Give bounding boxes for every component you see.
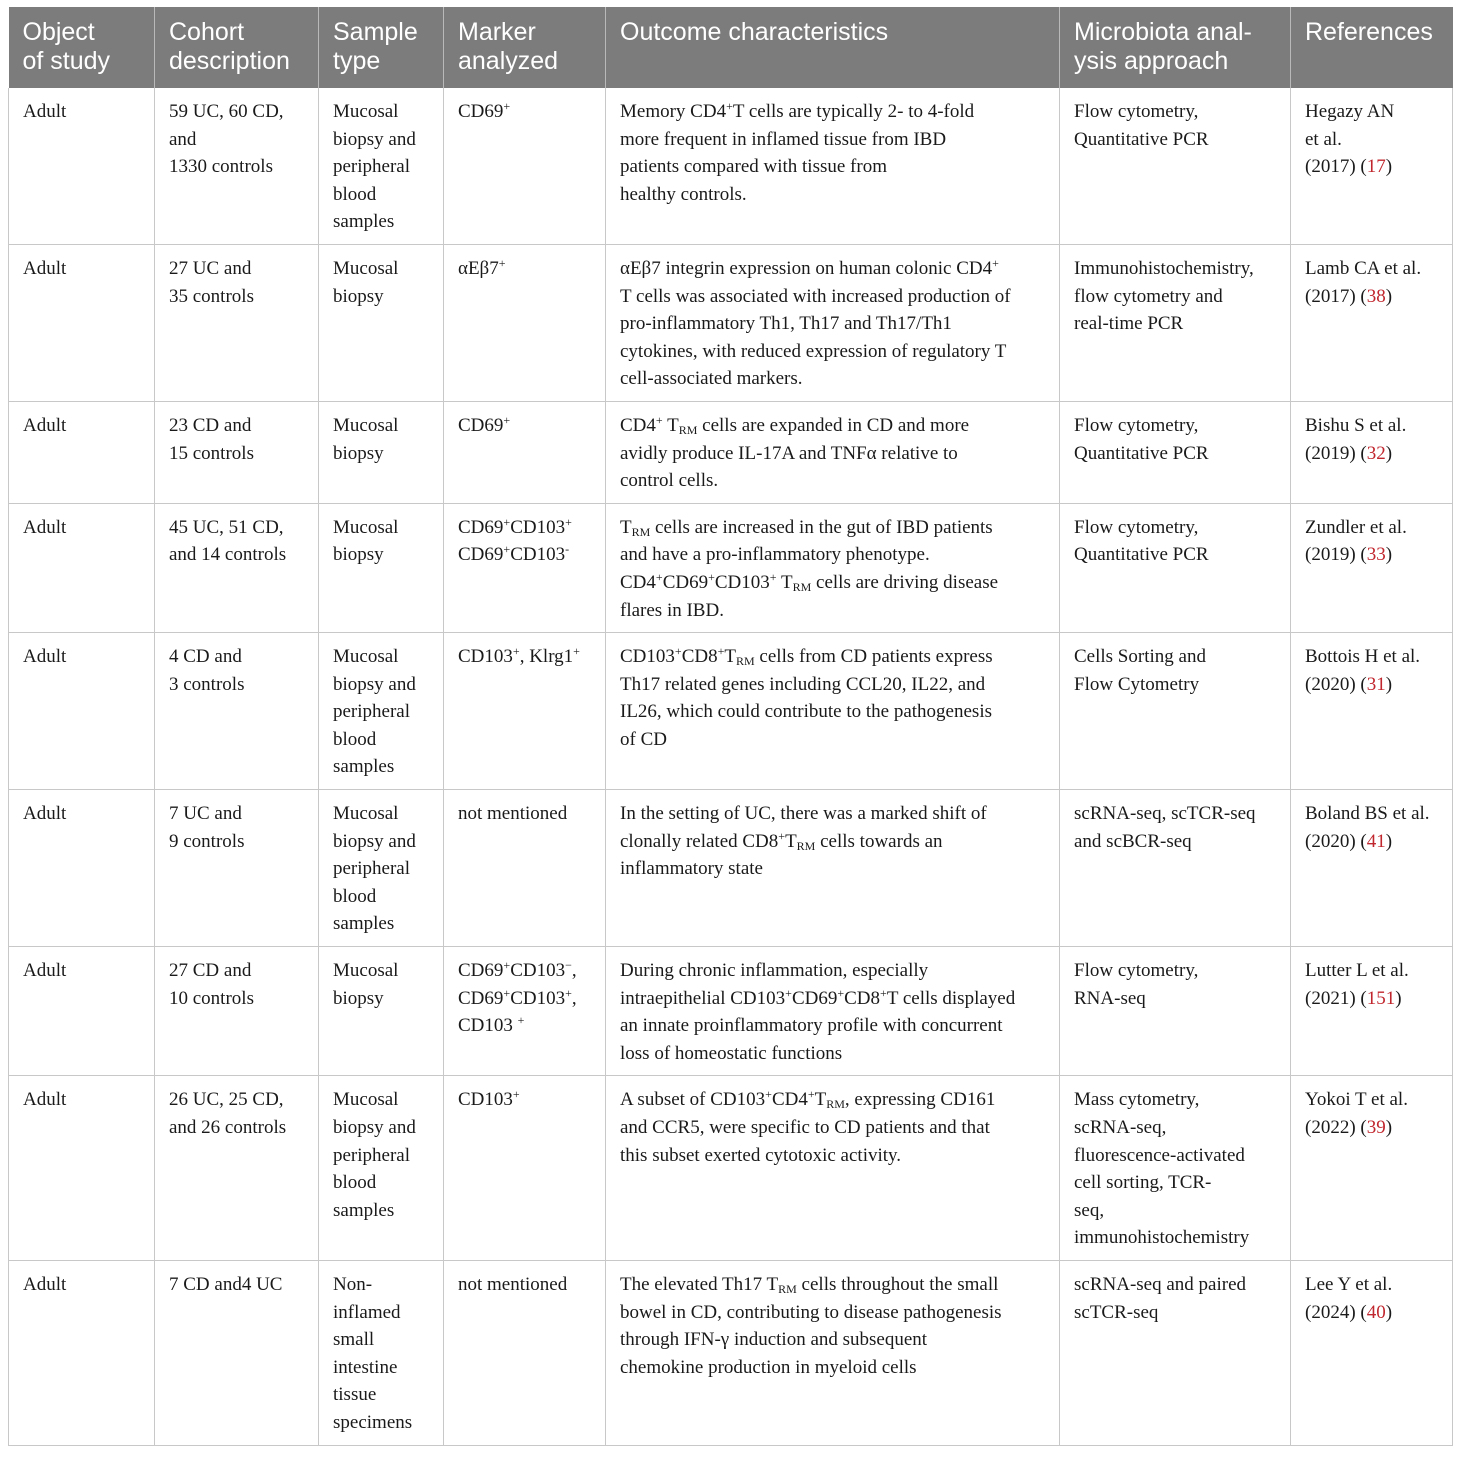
reference-close-paren: ) (1385, 1117, 1393, 1138)
sample-type-cell: Mucosal biopsy (319, 947, 444, 1076)
reference-cell (1291, 503, 1453, 632)
reference-link[interactable]: 17 (1366, 156, 1386, 178)
reference-text: Lamb CA et al. (2017) ( (1305, 257, 1422, 307)
sample-type-cell: Mucosal biopsy (319, 401, 444, 503)
sample-type-cell: Mucosal biopsy and peripheral blood samples (319, 1076, 444, 1261)
marker-cell: CD69+ (444, 401, 606, 503)
table-row (9, 947, 1453, 1076)
reference-link[interactable]: 151 (1366, 987, 1396, 1009)
outcome-cell: A subset of $CD103^+CD4^+T_{RM}$, expressing CD161 and CCR5, were specific to CD patients and that this subset exerted cytotoxic activity. (606, 1076, 1060, 1261)
reference-link[interactable]: 32 (1366, 442, 1386, 464)
reference-text: Bottois H et al. (2020) ( (1305, 646, 1421, 695)
cohort-cell: 4 CD and 3 controls (155, 633, 319, 790)
header-microbiota-analysis-approach: Microbiota anal- ysis approach (1060, 7, 1291, 88)
outcome-cell: The elevated Th17 $T_{RM}$ cells throughout the small bowel in CD, contributing to disease pathogenesis through IFN-γ induction and subsequent chemokine production in myeloid cells (606, 1260, 1060, 1445)
cohort-cell: 26 UC, 25 CD, and 26 controls (155, 1076, 319, 1261)
approach-cell: Cells Sorting and Flow Cytometry (1060, 633, 1291, 790)
reference-cell (1291, 401, 1453, 503)
reference-close-paren: ) (1385, 156, 1393, 178)
marker-cell: not mentioned (444, 1260, 606, 1445)
approach-cell: Flow cytometry, Quantitative PCR (1060, 503, 1291, 632)
marker-cell: CD103+ (444, 1076, 606, 1261)
outcome-cell: During chronic inflammation, especially intraepithelial CD103+CD69+CD8+T cells displayed an innate proinflammatory profile with concurrent loss of homeostatic functions (606, 947, 1060, 1076)
reference-link[interactable]: 33 (1366, 544, 1386, 566)
marker-cell: CD103+, Klrg1+ (444, 633, 606, 790)
reference-close-paren: ) (1385, 830, 1393, 852)
sample-type-cell: Mucosal biopsy and peripheral blood samples (319, 790, 444, 947)
header-cohort-description: Cohort description (155, 7, 319, 88)
table-row (9, 503, 1453, 632)
reference-text: Bishu S et al. (2019) ( (1305, 414, 1407, 464)
reference-text: Hegazy AN et al. (2017) ( (1305, 101, 1395, 178)
reference-text: Lee Y et al. (2024) ( (1305, 1273, 1393, 1323)
marker-cell: not mentioned (444, 790, 606, 947)
reference-link[interactable]: 39 (1366, 1117, 1386, 1138)
outcome-cell: Memory CD4+T cells are typically 2- to 4-fold more frequent in inflamed tissue from IBD patients compared with tissue from healthy controls. (606, 88, 1060, 244)
approach-cell: Flow cytometry, RNA-seq (1060, 947, 1291, 1076)
reference-close-paren: ) (1385, 285, 1393, 307)
reference-close-paren: ) (1385, 442, 1393, 464)
object-cell: Adult (9, 244, 155, 401)
reference-link[interactable]: 38 (1366, 285, 1386, 307)
object-cell: Adult (9, 503, 155, 632)
header-outcome-characteristics: Outcome characteristics (606, 7, 1060, 88)
table-row (9, 790, 1453, 947)
object-cell: Adult (9, 633, 155, 790)
approach-cell: scRNA-seq and paired scTCR-seq (1060, 1260, 1291, 1445)
reference-cell (1291, 244, 1453, 401)
table-row (9, 244, 1453, 401)
marker-cell: CD69+CD103+ CD69+CD103- (444, 503, 606, 632)
sample-type-cell: Mucosal biopsy (319, 503, 444, 632)
marker-cell: CD69+CD103−, CD69+CD103+, CD103 + (444, 947, 606, 1076)
table-row (9, 633, 1453, 790)
object-cell: Adult (9, 790, 155, 947)
object-cell: Adult (9, 1260, 155, 1445)
cohort-cell: 27 UC and 35 controls (155, 244, 319, 401)
object-cell: Adult (9, 947, 155, 1076)
header-row (9, 7, 1453, 88)
approach-cell: Flow cytometry, Quantitative PCR (1060, 88, 1291, 244)
marker-cell: CD69+ (444, 88, 606, 244)
object-cell: Adult (9, 401, 155, 503)
sample-type-cell: Mucosal biopsy and peripheral blood samples (319, 633, 444, 790)
header-references: References (1291, 7, 1453, 88)
cohort-cell: 45 UC, 51 CD, and 14 controls (155, 503, 319, 632)
sample-type-cell: Mucosal biopsy and peripheral blood samples (319, 88, 444, 244)
outcome-cell: In the setting of UC, there was a marked shift of clonally related $CD8^+T_{RM}$ cells towards an inflammatory state (606, 790, 1060, 947)
cohort-cell: 7 UC and 9 controls (155, 790, 319, 947)
reference-link[interactable]: 40 (1366, 1301, 1386, 1323)
marker-cell: αEβ7+ (444, 244, 606, 401)
table-row (9, 88, 1453, 244)
header-object-of-study: Object of study (9, 7, 155, 88)
reference-cell (1291, 1076, 1453, 1261)
header-sample-type: Sample type (319, 7, 444, 88)
cohort-cell: 27 CD and 10 controls (155, 947, 319, 1076)
cohort-cell: 7 CD and4 UC (155, 1260, 319, 1445)
outcome-cell: αEβ7 integrin expression on human colonic CD4+ T cells was associated with increased production of pro-inflammatory Th1, Th17 and Th17/Th1 cytokines, with reduced expression of regulatory T cell-associated markers. (606, 244, 1060, 401)
reference-link[interactable]: 41 (1366, 830, 1386, 852)
table-row (9, 1260, 1453, 1445)
outcome-cell: CD4+ $T_{RM}$ cells are expanded in CD and more avidly produce IL-17A and TNFα relative to control cells. (606, 401, 1060, 503)
reference-cell (1291, 947, 1453, 1076)
reference-cell (1291, 88, 1453, 244)
reference-text: Lutter L et al. (2021) ( (1305, 960, 1409, 1009)
reference-cell (1291, 633, 1453, 790)
header-marker-analyzed: Marker analyzed (444, 7, 606, 88)
approach-cell: scRNA-seq, scTCR-seq and scBCR-seq (1060, 790, 1291, 947)
cohort-cell: 23 CD and 15 controls (155, 401, 319, 503)
reference-cell (1291, 790, 1453, 947)
approach-cell: Mass cytometry, scRNA-seq, fluorescence-activated cell sorting, TCR- seq, immunohistochemistry (1060, 1076, 1291, 1261)
outcome-cell: $CD103^+CD8^+T_{RM}$ cells from CD patients express Th17 related genes including CCL20, IL22, and IL26, which could contribute to the pathogenesis of CD (606, 633, 1060, 790)
sample-type-cell: Non- inflamed small intestine tissue specimens (319, 1260, 444, 1445)
approach-cell: Immunohistochemistry, flow cytometry and real-time PCR (1060, 244, 1291, 401)
reference-text: Boland BS et al. (2020) ( (1305, 803, 1430, 852)
reference-close-paren: ) (1385, 1301, 1393, 1323)
reference-link[interactable]: 31 (1366, 673, 1386, 695)
reference-close-paren: ) (1385, 673, 1393, 695)
outcome-cell: $T_{RM}$ cells are increased in the gut of IBD patients and have a pro-inflammatory phenotype. CD4+CD69+CD103+ $T_{RM}$ cells are driving disease flares in IBD. (606, 503, 1060, 632)
object-cell: Adult (9, 1076, 155, 1261)
reference-close-paren: ) (1385, 544, 1393, 566)
object-cell: Adult (9, 88, 155, 244)
study-table (8, 7, 1453, 1446)
table-row (9, 401, 1453, 503)
cohort-cell: 59 UC, 60 CD, and 1330 controls (155, 88, 319, 244)
reference-text: Yokoi T et al. (2022) ( (1305, 1089, 1408, 1138)
reference-text: Zundler et al. (2019) ( (1305, 516, 1407, 566)
approach-cell: Flow cytometry, Quantitative PCR (1060, 401, 1291, 503)
sample-type-cell: Mucosal biopsy (319, 244, 444, 401)
table-row (9, 1076, 1453, 1261)
reference-close-paren: ) (1395, 987, 1402, 1009)
reference-cell (1291, 1260, 1453, 1445)
table-body (9, 88, 1453, 1445)
